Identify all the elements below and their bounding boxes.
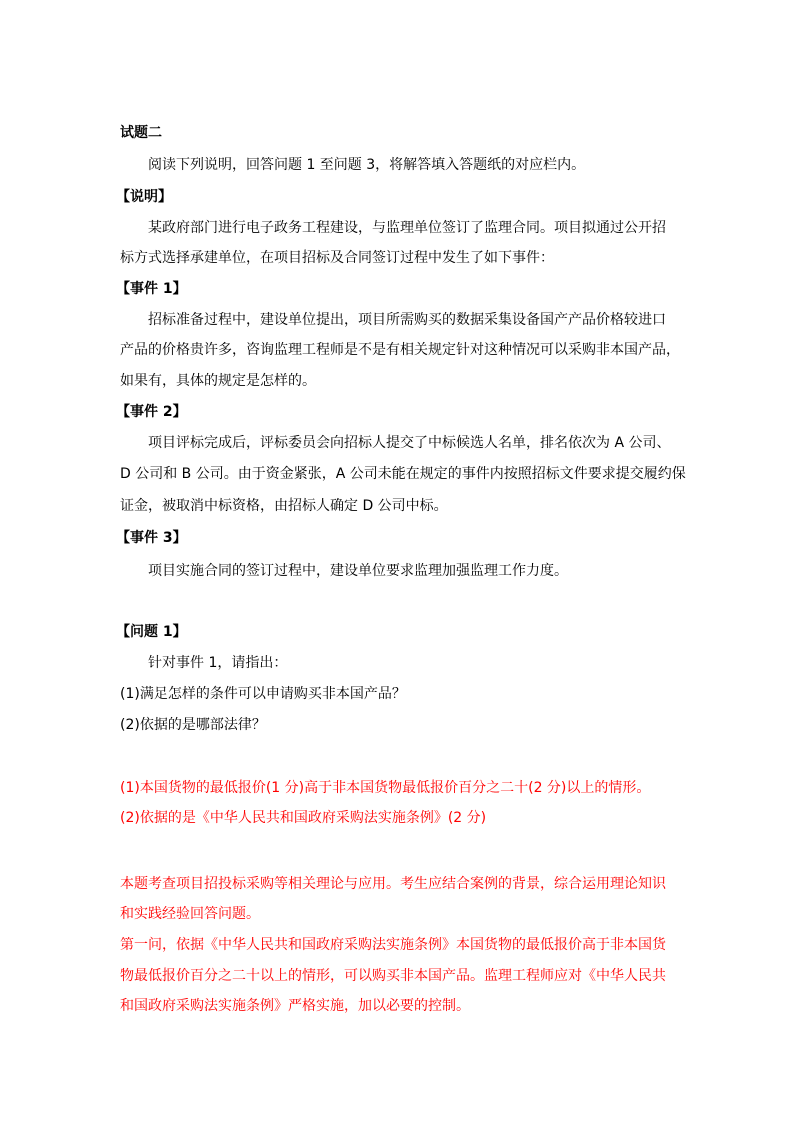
intro-text: 阅读下列说明，回答问题 1 至问题 3，将解答填入答题纸的对应栏内。 (148, 157, 586, 173)
answer-line: (1)本国货物的最低报价(1 分)高于非本国货物最低报价百分之二十(2 分)以上的情形。 (120, 780, 651, 796)
analysis-line: 和国政府采购法实施条例》严格实施，加以必要的控制。 (120, 998, 470, 1014)
analysis-line: 和实践经验回答问题。 (120, 906, 260, 922)
event2-line: 项目评标完成后，评标委员会向招标人提交了中标候选人名单，排名依次为 A 公司、 (148, 435, 671, 451)
exam-title: 试题二 (120, 125, 162, 141)
event1-line: 产品的价格贵许多，咨询监理工程师是不是有相关规定针对这种情况可以采购非本国产品， (120, 342, 680, 358)
question1-line: (2)依据的是哪部法律？ (120, 717, 266, 733)
event3-heading: 【事件 3】 (116, 530, 187, 546)
question1-line: 针对事件 1，请指出： (148, 655, 288, 671)
event1-line: 招标准备过程中，建设单位提出，项目所需购买的数据采集设备国产产品价格较进口 (148, 312, 666, 328)
event1-line: 如果有，具体的规定是怎样的。 (120, 373, 316, 389)
description-line: 某政府部门进行电子政务工程建设，与监理单位签订了监理合同。项目拟通过公开招 (148, 220, 666, 236)
event2-heading: 【事件 2】 (116, 404, 187, 420)
question1-line: (1)满足怎样的条件可以申请购买非本国产品？ (120, 686, 406, 702)
description-heading: 【说明】 (116, 189, 172, 205)
analysis-line: 本题考查项目招投标采购等相关理论与应用。考生应结合案例的背景，综合运用理论知识 (120, 876, 666, 892)
event2-line: D 公司和 B 公司。由于资金紧张，A 公司未能在规定的事件内按照招标文件要求提交履约保 (120, 466, 686, 482)
analysis-line: 物最低报价百分之二十以上的情形，可以购买非本国产品。监理工程师应对《中华人民共 (120, 968, 666, 984)
question1-heading: 【问题 1】 (116, 624, 187, 640)
event2-line: 证金，被取消中标资格，由招标人确定 D 公司中标。 (120, 498, 448, 514)
event3-line: 项目实施合同的签订过程中，建设单位要求监理加强监理工作力度。 (148, 563, 568, 579)
answer-line: (2)依据的是《中华人民共和国政府采购法实施条例》(2 分) (120, 810, 487, 826)
event1-heading: 【事件 1】 (116, 281, 187, 297)
description-line: 标方式选择承建单位，在项目招标及合同签订过程中发生了如下事件： (120, 250, 554, 266)
analysis-line: 第一问，依据《中华人民共和国政府采购法实施条例》本国货物的最低报价高于非本国货 (120, 937, 666, 953)
